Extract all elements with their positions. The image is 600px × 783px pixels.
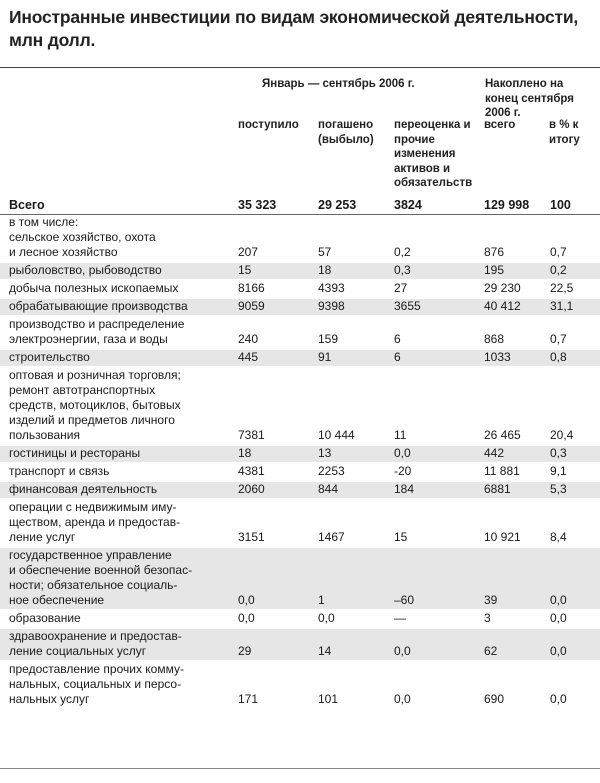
cell-percent: 0,7	[541, 215, 600, 263]
cell-received: 3151	[229, 499, 309, 547]
cell-label: рыболовство, рыбоводство	[0, 262, 229, 280]
cell-percent: 20,4	[541, 367, 600, 445]
cell-repaid: 101	[309, 661, 385, 709]
cell-label: образование	[0, 610, 229, 628]
cell-repaid: 29 253	[309, 196, 385, 215]
cell-total: 195	[475, 262, 541, 280]
cell-repaid: 13	[309, 445, 385, 463]
cell-revaluation: -20	[385, 463, 475, 481]
cell-percent: 8,4	[541, 499, 600, 547]
cell-repaid: 1	[309, 547, 385, 610]
header-period: Январь — сентябрь 2006 г.	[262, 78, 415, 90]
cell-revaluation: 6	[385, 316, 475, 349]
cell-revaluation: 11	[385, 367, 475, 445]
cell-label: государственное управление и обеспечение военной безопас- ности; обязательное социаль- ное обеспечение	[0, 547, 229, 610]
table-row	[0, 499, 600, 547]
cell-revaluation: 3824	[385, 196, 475, 215]
cell-total: 29 230	[475, 280, 541, 298]
cell-total: 3	[475, 610, 541, 628]
table-row	[0, 196, 600, 215]
cell-percent: 0,0	[541, 610, 600, 628]
table-row	[0, 349, 600, 367]
cell-revaluation: –60	[385, 547, 475, 610]
cell-percent: 31,1	[541, 298, 600, 316]
cell-label: финансовая деятельность	[0, 481, 229, 499]
cell-total: 868	[475, 316, 541, 349]
cell-label: в том числе: сельское хозяйство, охота и лесное хозяйство	[0, 215, 229, 263]
cell-label: Всего	[0, 196, 229, 215]
cell-repaid: 91	[309, 349, 385, 367]
cell-repaid: 1467	[309, 499, 385, 547]
table-row	[0, 610, 600, 628]
cell-total: 442	[475, 445, 541, 463]
cell-received: 9059	[229, 298, 309, 316]
cell-repaid: 9398	[309, 298, 385, 316]
table-title: Иностранные инвестиции по видам экономической деятельности, млн долл.	[9, 7, 579, 50]
header-total: всего	[484, 119, 516, 131]
cell-percent: 0,2	[541, 262, 600, 280]
cell-received: 207	[229, 215, 309, 263]
cell-repaid: 14	[309, 628, 385, 661]
cell-total: 26 465	[475, 367, 541, 445]
cell-received: 7381	[229, 367, 309, 445]
header-accumulated: Накоплено на конец сентября 2006 г.	[485, 78, 575, 119]
cell-percent: 100	[541, 196, 600, 215]
table-row	[0, 280, 600, 298]
cell-label: производство и распределение электроэнергии, газа и воды	[0, 316, 229, 349]
table-row	[0, 445, 600, 463]
cell-label: добыча полезных ископаемых	[0, 280, 229, 298]
cell-revaluation: —	[385, 610, 475, 628]
cell-received: 4381	[229, 463, 309, 481]
cell-repaid: 2253	[309, 463, 385, 481]
cell-repaid: 0,0	[309, 610, 385, 628]
header-received: поступило	[238, 119, 299, 131]
cell-received: 29	[229, 628, 309, 661]
cell-total: 129 998	[475, 196, 541, 215]
cell-label: предоставление прочих комму- нальных, социальных и персо- нальных услуг	[0, 661, 229, 709]
cell-percent: 0,0	[541, 547, 600, 610]
investments-table	[0, 196, 600, 710]
cell-label: операции с недвижимым иму- ществом, аренда и предостав- ление услуг	[0, 499, 229, 547]
cell-revaluation: 0,3	[385, 262, 475, 280]
cell-total: 10 921	[475, 499, 541, 547]
header-repaid: погашено (выбыло)	[318, 119, 374, 146]
cell-revaluation: 0,2	[385, 215, 475, 263]
cell-total: 39	[475, 547, 541, 610]
cell-percent: 0,8	[541, 349, 600, 367]
cell-revaluation: 27	[385, 280, 475, 298]
cell-total: 11 881	[475, 463, 541, 481]
table-row	[0, 367, 600, 445]
cell-received: 2060	[229, 481, 309, 499]
cell-repaid: 18	[309, 262, 385, 280]
cell-repaid: 10 444	[309, 367, 385, 445]
bottom-rule	[0, 768, 600, 769]
cell-percent: 0,0	[541, 628, 600, 661]
cell-total: 876	[475, 215, 541, 263]
cell-received: 240	[229, 316, 309, 349]
table-row	[0, 215, 600, 263]
cell-received: 445	[229, 349, 309, 367]
cell-percent: 0,3	[541, 445, 600, 463]
cell-repaid: 4393	[309, 280, 385, 298]
cell-label: гостиницы и рестораны	[0, 445, 229, 463]
cell-total: 690	[475, 661, 541, 709]
cell-received: 15	[229, 262, 309, 280]
cell-label: обрабатывающие производства	[0, 298, 229, 316]
table-row	[0, 481, 600, 499]
cell-received: 35 323	[229, 196, 309, 215]
cell-revaluation: 184	[385, 481, 475, 499]
cell-percent: 9,1	[541, 463, 600, 481]
cell-repaid: 159	[309, 316, 385, 349]
cell-revaluation: 0,0	[385, 445, 475, 463]
cell-total: 1033	[475, 349, 541, 367]
cell-label: здравоохранение и предостав- ление социальных услуг	[0, 628, 229, 661]
table-row	[0, 298, 600, 316]
top-rule	[0, 67, 600, 68]
cell-label: транспорт и связь	[0, 463, 229, 481]
cell-revaluation: 0,0	[385, 628, 475, 661]
cell-percent: 22,5	[541, 280, 600, 298]
cell-received: 0,0	[229, 547, 309, 610]
table-row	[0, 463, 600, 481]
cell-percent: 0,0	[541, 661, 600, 709]
table-row	[0, 262, 600, 280]
cell-total: 40 412	[475, 298, 541, 316]
cell-total: 6881	[475, 481, 541, 499]
table-row	[0, 547, 600, 610]
cell-revaluation: 3655	[385, 298, 475, 316]
cell-percent: 0,7	[541, 316, 600, 349]
cell-revaluation: 0,0	[385, 661, 475, 709]
header-percent: в % к итогу	[549, 119, 580, 146]
cell-received: 8166	[229, 280, 309, 298]
table-row	[0, 628, 600, 661]
cell-repaid: 57	[309, 215, 385, 263]
cell-revaluation: 15	[385, 499, 475, 547]
cell-label: строительство	[0, 349, 229, 367]
cell-received: 171	[229, 661, 309, 709]
cell-repaid: 844	[309, 481, 385, 499]
cell-received: 18	[229, 445, 309, 463]
cell-revaluation: 6	[385, 349, 475, 367]
cell-received: 0,0	[229, 610, 309, 628]
table-row	[0, 661, 600, 709]
header-revaluation: переоценка и прочие изменения активов и обязательств	[394, 119, 473, 189]
cell-percent: 5,3	[541, 481, 600, 499]
table-body	[0, 196, 600, 709]
cell-total: 62	[475, 628, 541, 661]
cell-label: оптовая и розничная торговля; ремонт автотранспортных средств, мотоциклов, бытовых изделий и предметов личного пользования	[0, 367, 229, 445]
table-row	[0, 316, 600, 349]
